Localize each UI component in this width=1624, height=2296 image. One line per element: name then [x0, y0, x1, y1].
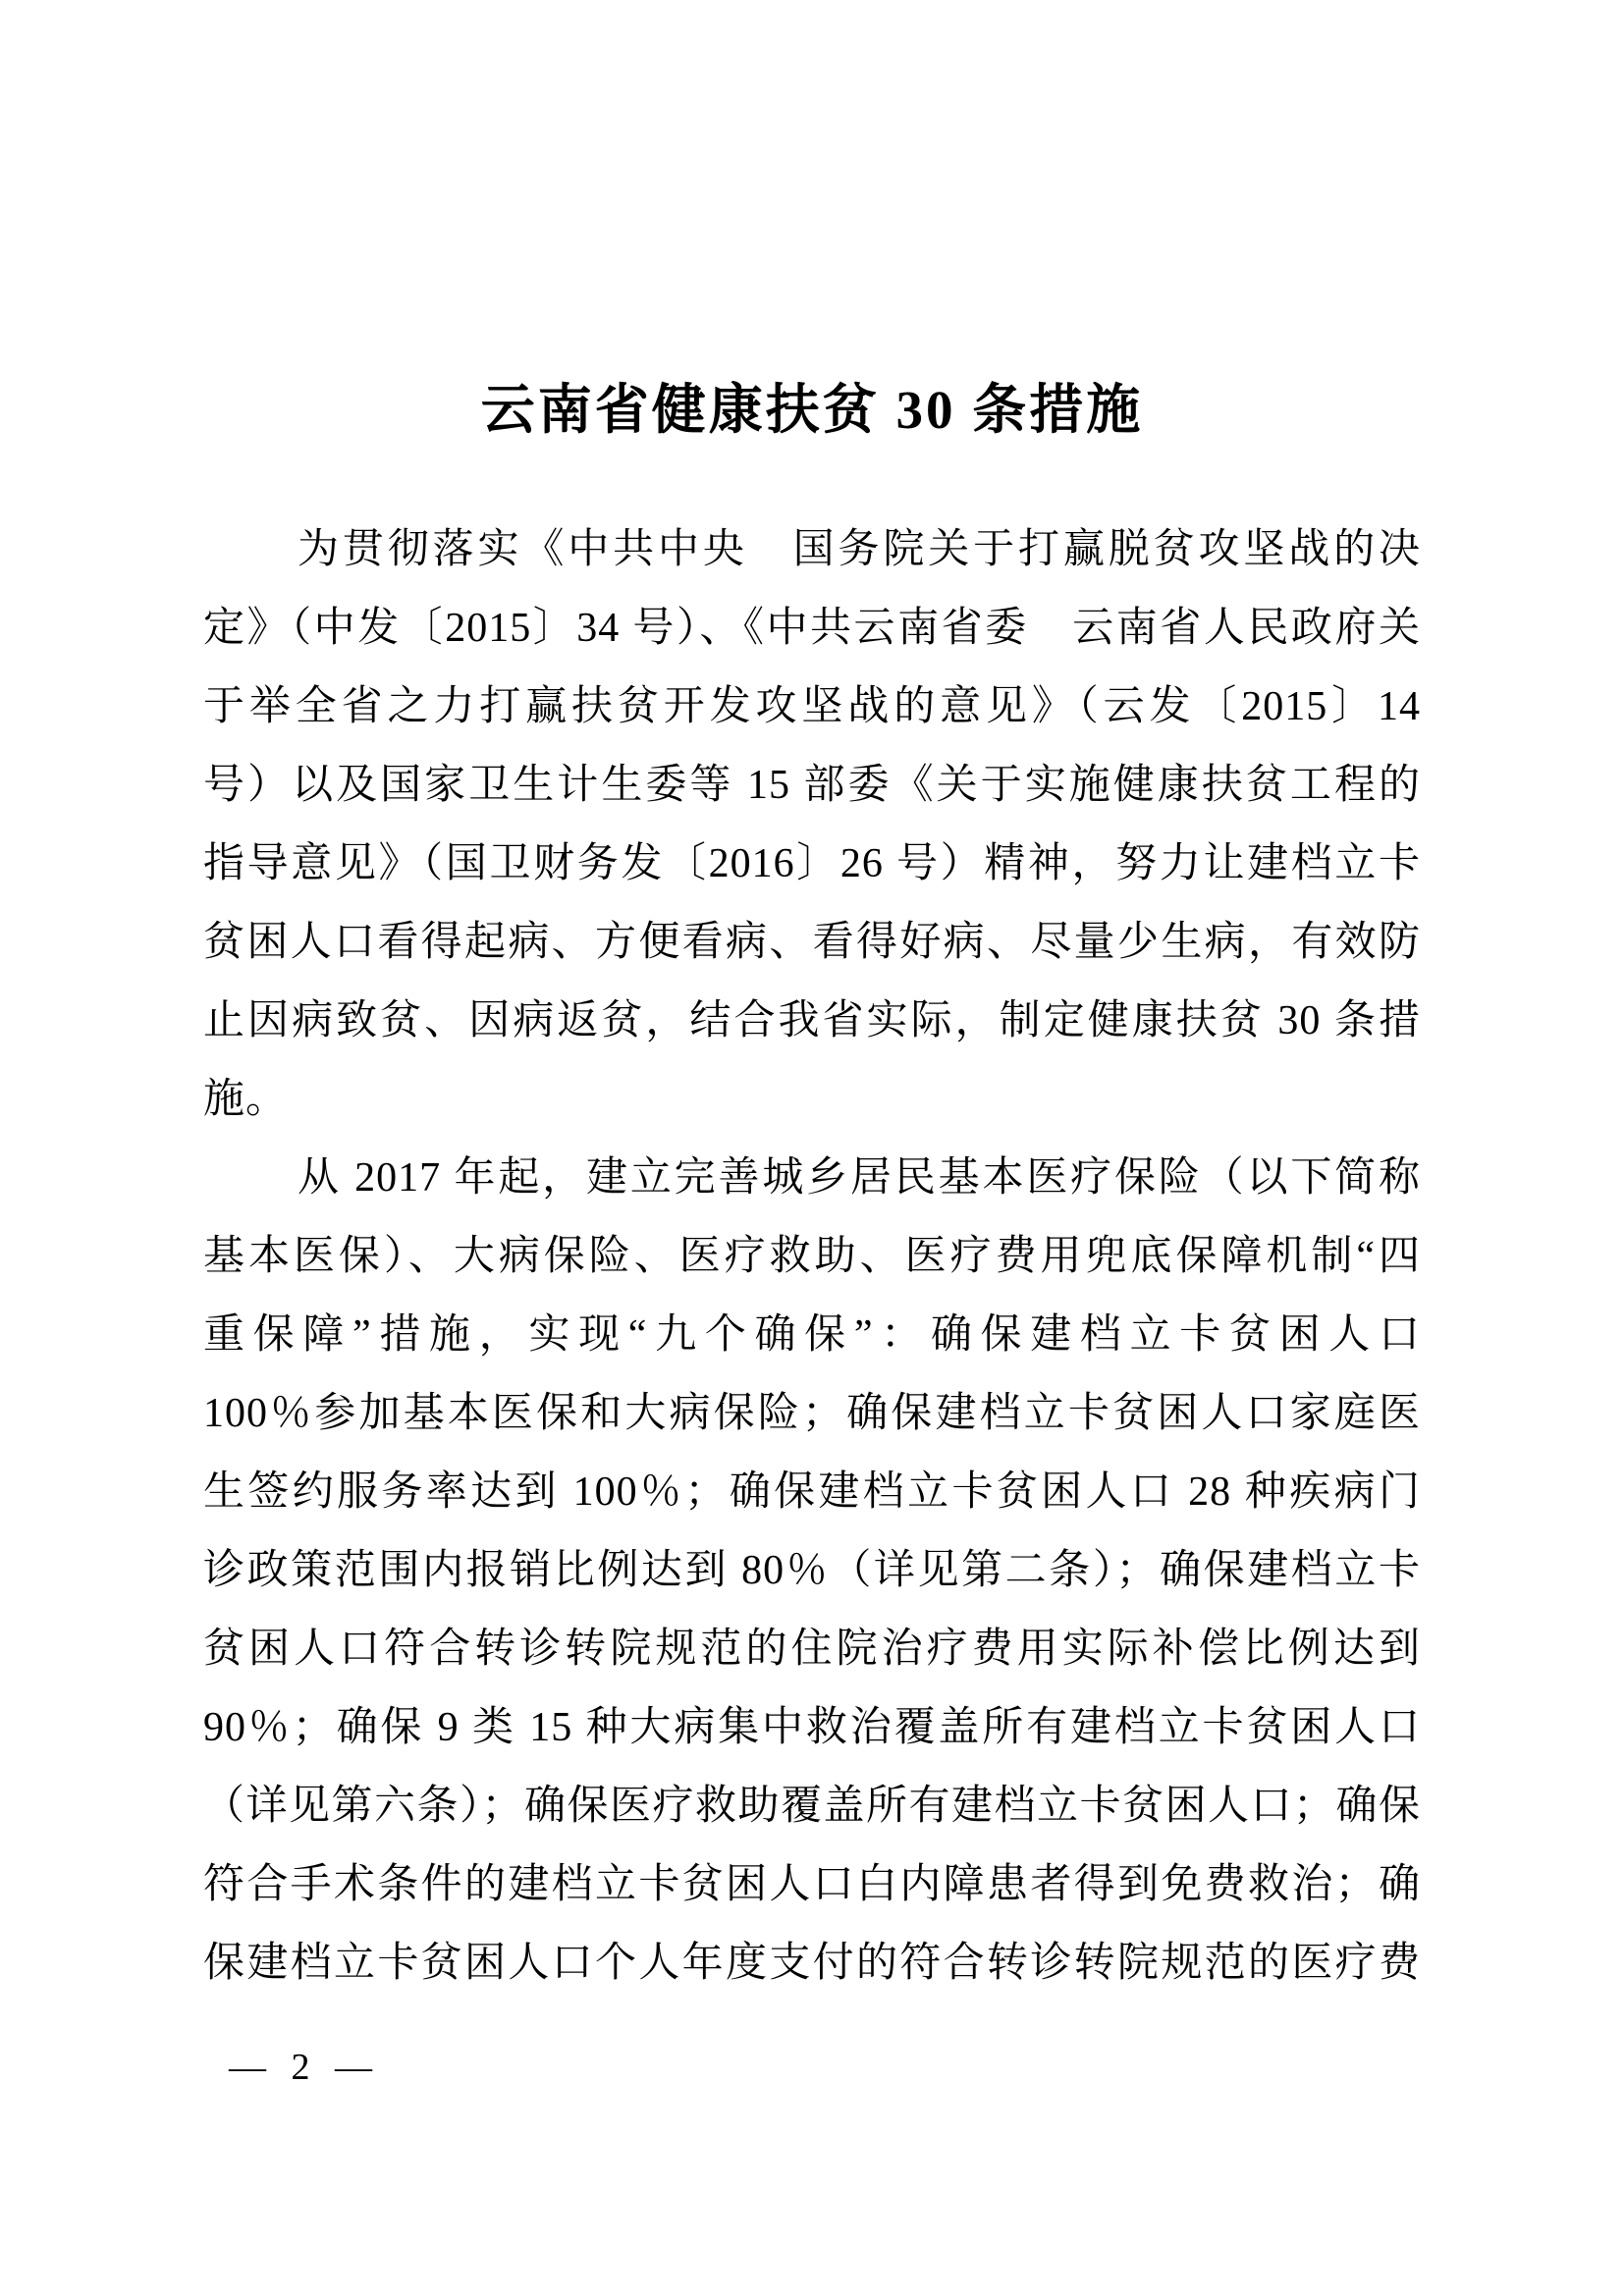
- body-line: 止因病致贫、因病返贫，结合我省实际，制定健康扶贫 30 条措: [203, 998, 1421, 1043]
- body-line: 从 2017 年起，建立完善城乡居民基本医疗保险（以下简称: [298, 1155, 1421, 1201]
- body-line: 诊政策范围内报销比例达到 80％（详见第二条）；确保建档立卡: [203, 1548, 1421, 1593]
- body-line: 90％；确保 9 类 15 种大病集中救治覆盖所有建档立卡贫困人口: [203, 1705, 1421, 1750]
- body-line: 贫困人口看得起病、方便看病、看得好病、尽量少生病，有效防: [203, 920, 1421, 965]
- body-line: 基本医保）、大病保险、医疗救助、医疗费用兜底保障机制“四: [203, 1234, 1421, 1279]
- body-line: 生签约服务率达到 100％；确保建档立卡贫困人口 28 种疾病门: [203, 1469, 1421, 1515]
- document-body: [203, 510, 1421, 2002]
- body-line: 定》（中发〔2015〕34 号）、《中共云南省委 云南省人民政府关: [203, 606, 1421, 651]
- body-line: 号）以及国家卫生计生委等 15 部委《关于实施健康扶贫工程的: [203, 763, 1421, 808]
- page-number: — 2 —: [229, 2047, 372, 2088]
- document-title: 云南省健康扶贫 30 条措施: [480, 380, 1144, 440]
- body-line: 于举全省之力打赢扶贫开发攻坚战的意见》（云发〔2015〕14: [203, 684, 1421, 729]
- body-line: （详见第六条）；确保医疗救助覆盖所有建档立卡贫困人口；确保: [203, 1784, 1421, 1829]
- body-line: 为贯彻落实《中共中央 国务院关于打赢脱贫攻坚战的决: [298, 527, 1421, 572]
- body-line: 贫困人口符合转诊转院规范的住院治疗费用实际补偿比例达到: [203, 1627, 1421, 1672]
- body-line: 指导意见》（国卫财务发〔2016〕26 号）精神，努力让建档立卡: [203, 841, 1421, 886]
- body-line: 重保障”措施，实现“九个确保”：确保建档立卡贫困人口: [203, 1312, 1421, 1358]
- body-line: 符合手术条件的建档立卡贫困人口白内障患者得到免费救治；确: [203, 1862, 1421, 1907]
- body-line: 施。: [203, 1077, 289, 1122]
- body-line: 100％参加基本医保和大病保险；确保建档立卡贫困人口家庭医: [203, 1391, 1421, 1436]
- body-line: 保建档立卡贫困人口个人年度支付的符合转诊转院规范的医疗费: [203, 1941, 1421, 1986]
